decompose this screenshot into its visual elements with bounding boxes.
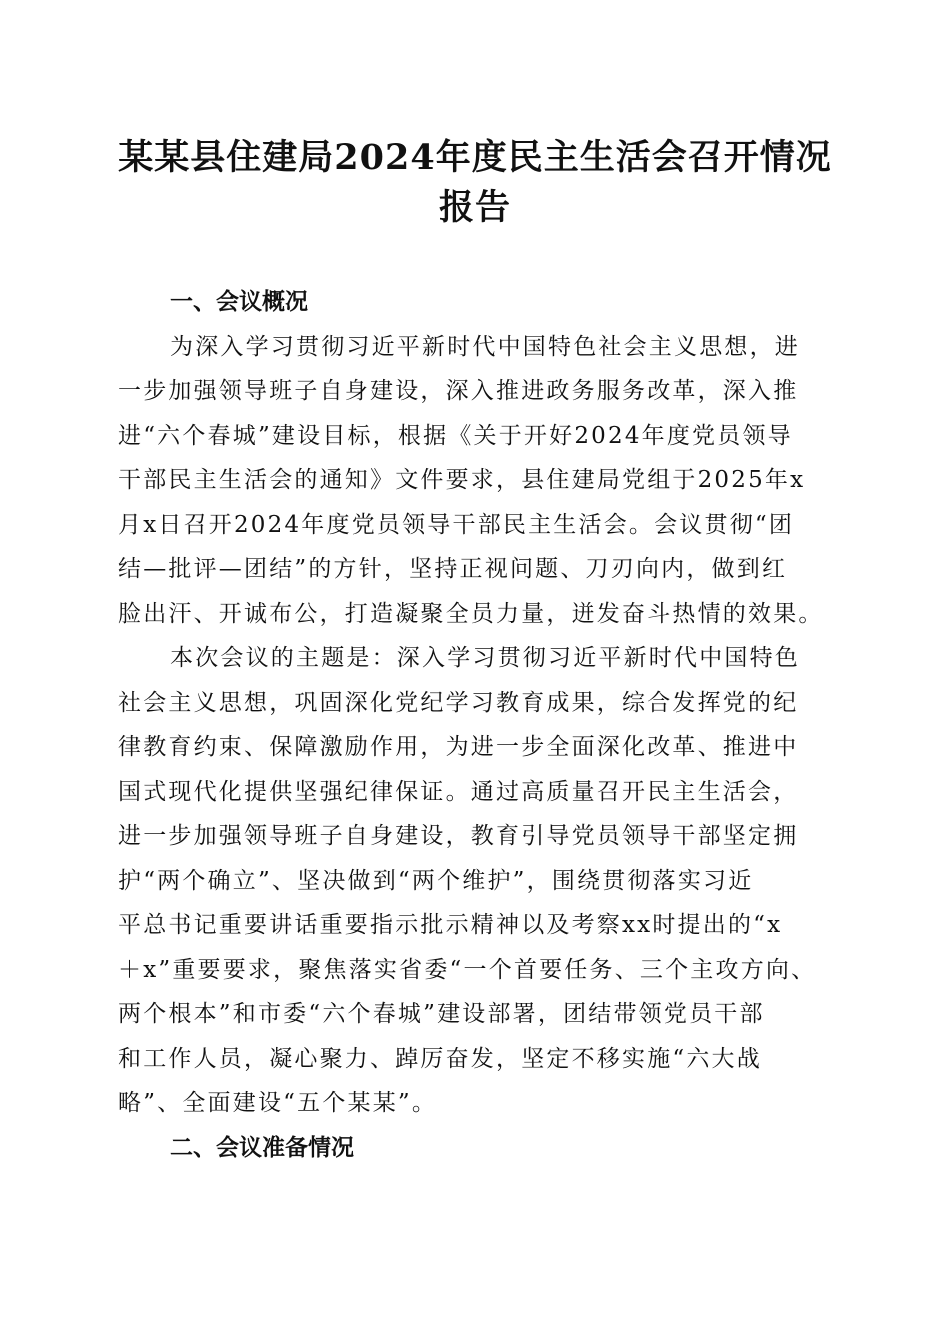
text-line: 略”、全面建设“五个某某”。 <box>118 1090 438 1116</box>
text-line: 进“六个春城”建设目标，根据《关于开好2024年度党员领导 <box>118 422 793 449</box>
text-line: 国式现代化提供坚强纪律保证。通过高质量召开民主生活会， <box>118 778 799 805</box>
text-line: 本次会议的主题是：深入学习贯彻习近平新时代中国特色 <box>170 645 800 671</box>
text-line: 为深入学习贯彻习近平新时代中国特色社会主义思想，进 <box>170 333 800 360</box>
text-line: 和工作人员，凝心聚力、踔厉奋发，坚定不移实施“六大战 <box>118 1045 762 1072</box>
title-line: 报告 <box>438 187 511 228</box>
text-line: 护“两个确立”、坚决做到“两个维护”，围绕贯彻落实习近 <box>118 867 754 894</box>
section-heading-overview: 一、会议概况 <box>170 289 308 315</box>
text-line: 进一步加强领导班子自身建设，教育引导党员领导干部坚定拥 <box>118 823 799 849</box>
document-title <box>100 133 850 233</box>
text-line: 律教育约束、保障激励作用，为进一步全面深化改革、推进中 <box>118 734 799 760</box>
paragraph-overview <box>118 325 830 637</box>
document-body <box>118 280 830 1170</box>
text-line: 月x日召开2024年度党员领导干部民主生活会。会议贯彻“团 <box>118 511 795 538</box>
text-line: ＋x”重要要求，聚焦落实省委“一个首要任务、三个主攻方向、 <box>118 956 817 983</box>
section-heading-preparation: 二、会议准备情况 <box>170 1134 354 1161</box>
text-line: 干部民主生活会的通知》文件要求，县住建局党组于2025年x <box>118 467 806 493</box>
text-line: 一步加强领导班子自身建设，深入推进政务服务改革，深入推 <box>118 378 799 404</box>
text-line: 脸出汗、开诚布公，打造凝聚全员力量，迸发奋斗热情的效果。 <box>118 600 824 627</box>
text-line: 平总书记重要讲话重要指示批示精神以及考察xx时提出的“x <box>118 912 783 938</box>
text-line: 结—批评—团结”的方针，坚持正视问题、刀刃向内，做到红 <box>118 556 788 582</box>
paragraph-theme <box>118 636 830 1126</box>
text-line: 社会主义思想，巩固深化党纪学习教育成果，综合发挥党的纪 <box>118 689 799 716</box>
title-line: 某某县住建局2024年度民主生活会召开情况 <box>118 137 832 178</box>
text-line: 两个根本”和市委“六个春城”建设部署，团结带领党员干部 <box>118 1001 765 1027</box>
